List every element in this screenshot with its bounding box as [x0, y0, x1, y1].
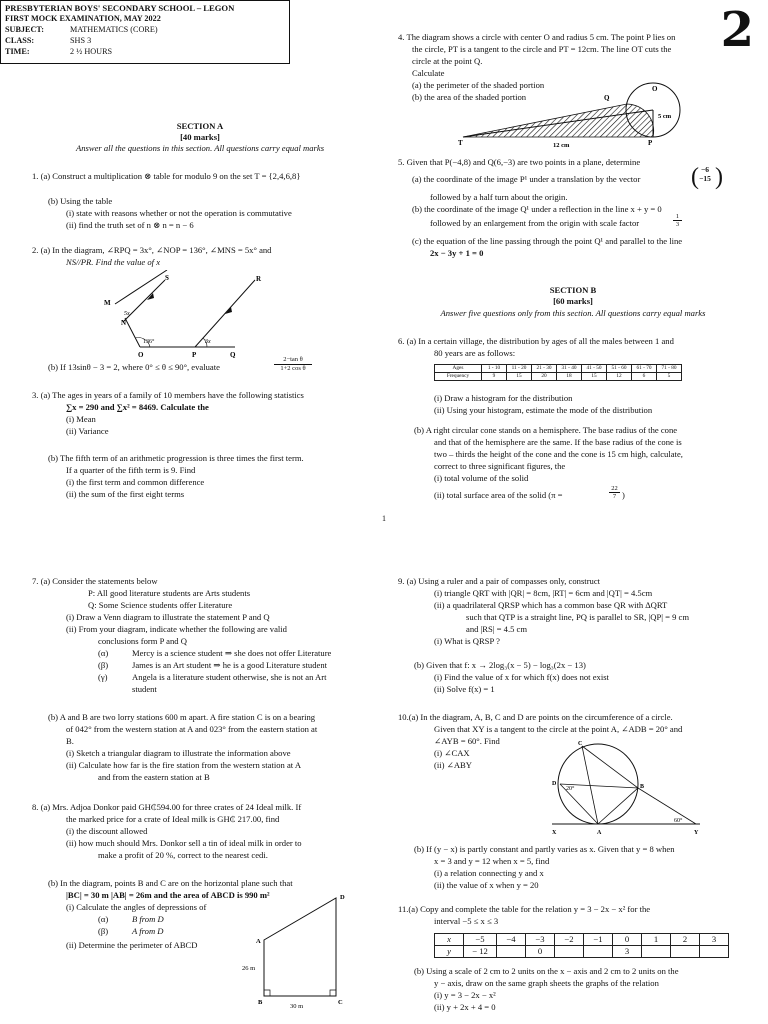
q4-line3: circle at the point Q. [412, 56, 483, 66]
q7-beta-key: (β) [98, 660, 109, 670]
q7-a-ii-line1: (ii) From your diagram, indicate whether the following are valid [66, 624, 287, 634]
table-cell: 18 [557, 373, 582, 381]
q4-label-q: Q [604, 94, 610, 102]
q10-b-line1: (b) If (y − x) is partly constant and partly varies as x. Given that y = 8 when [414, 844, 675, 854]
q9-b-i: (i) Find the value of x for which f(x) does not exist [434, 672, 609, 682]
q10-label-b: B [640, 784, 645, 790]
q3-a-line1: 3. (a) The ages in years of a family of 10 members have the following statistics [32, 390, 304, 400]
q9-a-ii-line1: (ii) a quadrilateral QRSP which has a common base QR with ∆QRT [434, 600, 668, 610]
table-cell: 12 [607, 373, 632, 381]
subject-value: MATHEMATICS (CORE) [70, 25, 158, 34]
exam-title: FIRST MOCK EXAMINATION, MAY 2022 [5, 14, 161, 23]
table-cell: 15 [507, 373, 532, 381]
q10-a-line1: 10.(a) In the diagram, A, B, C and D are points on the circumference of a circle. [398, 712, 673, 722]
time-label: TIME: [5, 47, 30, 56]
q4-label-p: P [648, 139, 653, 147]
q5-b-line1: (b) the coordinate of the image Q¹ under a reflection in the line x + y = 0 [412, 204, 662, 214]
q11-table [434, 933, 729, 958]
table-row [435, 946, 729, 958]
q10-label-d: D [552, 781, 557, 787]
table-cell [497, 946, 526, 958]
class-label: CLASS: [5, 36, 35, 45]
q8-a-line1: 8. (a) Mrs. Adjoa Donkor paid GH₵594.00 for three crates of 24 Ideal milk. If [32, 802, 302, 812]
q8-b-line1: (b) In the diagram, points B and C are on the horizontal plane such that [48, 878, 293, 888]
q4-diagram [455, 78, 695, 150]
q7-b-i: (i) Sketch a triangular diagram to illustrate the information above [66, 748, 291, 758]
q2-angle-3x: 3x [205, 339, 211, 345]
q2-angle-136: 136° [143, 339, 155, 345]
q8-label-26m: 26 m [242, 965, 256, 972]
q5-vector: ( −6 −15 ) [691, 164, 723, 190]
q8-label-30m: 30 m [290, 1003, 304, 1010]
q3-b-line1: (b) The fifth term of an arithmetic progression is three times the first term. [48, 453, 304, 463]
school-name: PRESBYTERIAN BOYS' SECONDARY SCHOOL – LEGON [5, 3, 235, 13]
q5-b-scale-denominator: 3 [675, 221, 680, 229]
table-cell: 3 [700, 934, 729, 946]
q7-b-line2: of 042° from the western station at A and 023° from the eastern station at [66, 724, 318, 734]
table-cell: 51 - 60 [607, 365, 632, 373]
q7-gamma-line1: Angela is a literature student otherwise, she is not an Art [132, 672, 327, 682]
q7-alpha: Mercy is a science student ⇒ she does not offer Literature [132, 648, 332, 658]
table-cell: 1 [642, 934, 671, 946]
q7-statement-q: Q: Some Science students offer Literature [88, 600, 233, 610]
table-row [435, 365, 682, 373]
table-cell: 0 [526, 946, 555, 958]
table-cell: 6 [632, 373, 657, 381]
q4-label-tangent: 12 cm [553, 142, 570, 149]
q8-alpha: B from D [132, 914, 164, 924]
q7-a-ii-line2: conclusions form P and Q [98, 636, 187, 646]
q9-a: 9. (a) Using a ruler and a pair of compasses only, construct [398, 576, 601, 586]
q3-b-line2: If a quarter of the fifth term is 9. Find [66, 465, 196, 475]
table-cell: 1 - 10 [482, 365, 507, 373]
q11-b-ii: (ii) y + 2x + 4 = 0 [434, 1002, 496, 1012]
q4-label-radius: 5 cm [658, 113, 672, 120]
q10-angle-60: 60° [674, 818, 683, 824]
q6-a-i: (i) Draw a histogram for the distribution [434, 393, 573, 403]
section-a-instruction: Answer all the questions in this section. All questions carry equal marks [75, 143, 325, 153]
q3-a-i: (i) Mean [66, 414, 96, 424]
q2-b-denominator: 1+2 cos θ [280, 364, 306, 372]
q10-a-line2: Given that XY is a tangent to the circle at the point A, ∠ADB = 20° and [434, 724, 683, 734]
q7-gamma-line2: student [132, 684, 157, 694]
table-cell [671, 946, 700, 958]
table-cell [555, 946, 584, 958]
q2-b-numerator: 2−tan θ [274, 356, 312, 365]
q10-label-y: Y [694, 830, 699, 836]
q5-vector-top: −6 [700, 165, 710, 174]
q6-pi-close: ) [622, 490, 625, 500]
table-cell: 0 [613, 934, 642, 946]
q3-a-ii: (ii) Variance [66, 426, 109, 436]
q4-line2: the circle, PT is a tangent to the circle and PT = 12cm. The line OT cuts the [412, 44, 672, 54]
q6-b-ii: (ii) total surface area of the solid (π = [434, 490, 563, 500]
q6-pi-denominator: 7 [612, 493, 617, 501]
table-cell: Frequency [435, 373, 482, 381]
q2-label-o: O [138, 351, 144, 358]
q2-a-line2: NS//PR. Find the value of x [66, 257, 161, 267]
table-cell: −3 [526, 934, 555, 946]
table-cell: 71 - 80 [657, 365, 682, 373]
q2-label-s: S [165, 274, 169, 282]
table-cell: x [435, 934, 464, 946]
q8-beta: A from D [132, 926, 164, 936]
q5-b-line2: followed by an enlargement from the origin with scale factor [430, 218, 640, 228]
q2-label-q: Q [230, 351, 236, 358]
q5-a-line2: followed by a half turn about the origin. [430, 192, 568, 202]
q2-b: (b) If 13sinθ − 3 = 2, where 0° ≤ θ ≤ 90°, evaluate [48, 362, 220, 372]
time-value: 2 ½ HOURS [70, 47, 113, 56]
q6-a-line1: 6. (a) In a certain village, the distribution by ages of all the males between 1 and [398, 336, 674, 346]
q5-line1: 5. Given that P(−4,8) and Q(6,−3) are two points in a plane, determine [398, 157, 641, 167]
q9-a-ii-line3: and |RS| = 4.5 cm [466, 624, 528, 634]
table-row [435, 373, 682, 381]
table-cell: 20 [532, 373, 557, 381]
q1-b-i: (i) state with reasons whether or not the operation is commutative [66, 208, 292, 218]
table-cell: 61 - 70 [632, 365, 657, 373]
table-cell: 9 [482, 373, 507, 381]
q7-b-line3: B. [66, 736, 74, 746]
q9-a-i: (i) triangle QRT with |QR| = 8cm, |RT| = 6cm and |QT| = 4.5cm [434, 588, 653, 598]
q8-alpha-key: (α) [98, 914, 109, 924]
section-b-title: SECTION B [549, 285, 597, 295]
q7-statement-p: P: All good literature students are Arts students [88, 588, 251, 598]
paper-number: 2 [720, 2, 754, 58]
q4-label-t: T [458, 139, 463, 147]
q3-a-line2: ∑x = 290 and ∑x² = 8469. Calculate the [66, 402, 209, 412]
q9-b-ii: (ii) Solve f(x) = 1 [434, 684, 495, 694]
q10-a-i: (i) ∠CAX [434, 748, 470, 758]
q7-a-i: (i) Draw a Venn diagram to illustrate the statement P and Q [66, 612, 270, 622]
table-cell: 2 [671, 934, 700, 946]
q8-diagram [240, 890, 360, 1010]
q6-pi-fraction [609, 485, 620, 501]
table-cell: 41 - 50 [582, 365, 607, 373]
q9-a-iii: (i) What is QRSP ? [434, 636, 500, 646]
table-cell: −2 [555, 934, 584, 946]
table-cell [642, 946, 671, 958]
q7-b-ii-line1: (ii) Calculate how far is the fire station from the western station at A [66, 760, 302, 770]
section-b-marks: [60 marks] [553, 296, 593, 306]
q11-a-line1: 11.(a) Copy and complete the table for the relation y = 3 − 2x − x² for the [398, 904, 651, 914]
q8-label-d: D [340, 894, 345, 901]
q7-a: 7. (a) Consider the statements below [32, 576, 158, 586]
table-cell: −5 [464, 934, 497, 946]
q6-b-line4: correct to three significant figures, the [434, 461, 566, 471]
q5-vector-bottom: −15 [699, 173, 711, 183]
q5-c-line2: 2x − 3y + 1 = 0 [430, 248, 484, 258]
q10-diagram [548, 740, 708, 836]
table-cell: Ages [435, 365, 482, 373]
q1-b: (b) Using the table [48, 196, 113, 206]
q10-angle-20: 20° [566, 786, 575, 792]
q5-b-scale-numerator: 1 [673, 213, 682, 221]
q4-line1: 4. The diagram shows a circle with center O and radius 5 cm. The point P lies on [398, 32, 676, 42]
table-cell: 21 - 30 [532, 365, 557, 373]
table-cell [700, 946, 729, 958]
q4-a: (a) the perimeter of the shaded portion [412, 80, 545, 90]
table-cell: 15 [582, 373, 607, 381]
q8-b-i: (i) Calculate the angles of depressions of [66, 902, 207, 912]
q6-pi-numerator: 22 [609, 485, 620, 493]
q7-beta: James is an Art student ⇒ he is a good Literature student [132, 660, 328, 670]
q10-a-ii: (ii) ∠ABY [434, 760, 472, 770]
q2-a-line1: 2. (a) In the diagram, ∠RPQ = 3x°, ∠NOP = 136°, ∠MNS = 5x° and [32, 245, 272, 255]
q10-b-line2: x = 3 and y = 12 when x = 5, find [434, 856, 550, 866]
q11-a-line2: interval −5 ≤ x ≤ 3 [434, 916, 499, 926]
q11-b-line1: (b) Using a scale of 2 cm to 2 units on the x − axis and 2 cm to 2 units on the [414, 966, 679, 976]
q2-diagram [95, 270, 285, 358]
q8-b-ii: (ii) Determine the perimeter of ABCD [66, 940, 198, 950]
q7-alpha-key: (α) [98, 648, 109, 658]
q10-label-a: A [597, 830, 602, 836]
subject-label: SUBJECT: [5, 25, 44, 34]
page-number: 1 [382, 514, 386, 523]
q8-a-line2: the marked price for a crate of Ideal milk is GH₵ 217.00, find [66, 814, 280, 824]
q6-b-line1: (b) A right circular cone stands on a hemisphere. The base radius of the cone [414, 425, 678, 435]
q10-label-c: C [578, 741, 583, 747]
q1-a: 1. (a) Construct a multiplication ⊗ table for modulo 9 on the set T = {2,4,6,8} [32, 171, 301, 181]
q10-label-x: X [552, 830, 557, 836]
q7-b-line1: (b) A and B are two lorry stations 600 m apart. A fire station C is on a bearing [48, 712, 316, 722]
q5-a-line1: (a) the coordinate of the image P¹ under a translation by the vector [412, 174, 641, 184]
q6-a-ii: (ii) Using your histogram, estimate the mode of the distribution [434, 405, 653, 415]
q8-label-a: A [256, 938, 261, 945]
q2-label-n: N [121, 319, 127, 327]
q9-a-ii-line2: such that QTP is a straight line, PQ is parallel to SR, |QP| = 9 cm [466, 612, 690, 622]
q2-label-p: P [192, 351, 197, 358]
q4-line4: Calculate [412, 68, 445, 78]
q10-a-line3: ∠AYB = 60°. Find [434, 736, 500, 746]
table-cell: −1 [584, 934, 613, 946]
q6-b-line3: two – thirds the height of the cone and the cone is 15 cm high, calculate, [434, 449, 683, 459]
q5-b-scale-fraction [673, 213, 682, 229]
q6-b-i: (i) total volume of the solid [434, 473, 529, 483]
table-cell: y [435, 946, 464, 958]
q1-b-ii: (ii) find the truth set of n ⊗ n = n − 6 [66, 220, 194, 230]
q3-b-i: (i) the first term and common difference [66, 477, 205, 487]
q7-gamma-key: (γ) [98, 672, 108, 682]
q8-a-i: (i) the discount allowed [66, 826, 148, 836]
q8-beta-key: (β) [98, 926, 109, 936]
q9-b: (b) Given that f: x → 2log₃(x − 5) − log₃(2x − 13) [414, 660, 586, 670]
q11-b-line2: y − axis, draw on the same graph sheets the graphs of the relation [434, 978, 659, 988]
table-row [435, 934, 729, 946]
q2-angle-5x: 5x [124, 311, 130, 317]
q4-label-o: O [652, 85, 658, 93]
table-cell: 31 - 40 [557, 365, 582, 373]
table-cell: −4 [497, 934, 526, 946]
q5-c-line1: (c) the equation of the line passing through the point Q¹ and parallel to the line [412, 236, 683, 246]
section-a-title: SECTION A [176, 121, 224, 131]
q8-a-ii-line1: (ii) how much should Mrs. Donkor sell a tin of ideal milk in order to [66, 838, 302, 848]
q8-label-b: B [258, 999, 263, 1006]
table-cell: − 12 [464, 946, 497, 958]
table-cell: 5 [657, 373, 682, 381]
q6-frequency-table [434, 364, 682, 381]
q8-label-c: C [338, 999, 343, 1006]
q2-label-r: R [256, 275, 262, 283]
q10-b-i: (i) a relation connecting y and x [434, 868, 544, 878]
q8-b-line2: |BC| = 30 m |AB| = 26m and the area of ABCD is 990 m² [66, 890, 270, 900]
q4-b: (b) the area of the shaded portion [412, 92, 527, 102]
class-value: SHS 3 [70, 36, 92, 45]
q10-b-ii: (ii) the value of x when y = 20 [434, 880, 539, 890]
q6-b-line2: and that of the hemisphere are the same. If the base radius of the cone is [434, 437, 682, 447]
q8-a-ii-line2: make a profit of 20 %, correct to the nearest cedi. [98, 850, 268, 860]
q3-b-ii: (ii) the sum of the first eight terms [66, 489, 185, 499]
section-b-instruction: Answer five questions only from this section. All questions carry equal marks [440, 308, 706, 318]
q11-b-i: (i) y = 3 − 2x − x² [434, 990, 496, 1000]
q6-a-line2: 80 years are as follows: [434, 348, 516, 358]
q2-label-m: M [104, 299, 111, 307]
q2-b-fraction [274, 356, 312, 373]
table-cell: 11 - 20 [507, 365, 532, 373]
section-a-marks: [40 marks] [180, 132, 220, 142]
table-cell: 3 [613, 946, 642, 958]
q7-b-ii-line2: and from the eastern station at B [98, 772, 210, 782]
table-cell [584, 946, 613, 958]
